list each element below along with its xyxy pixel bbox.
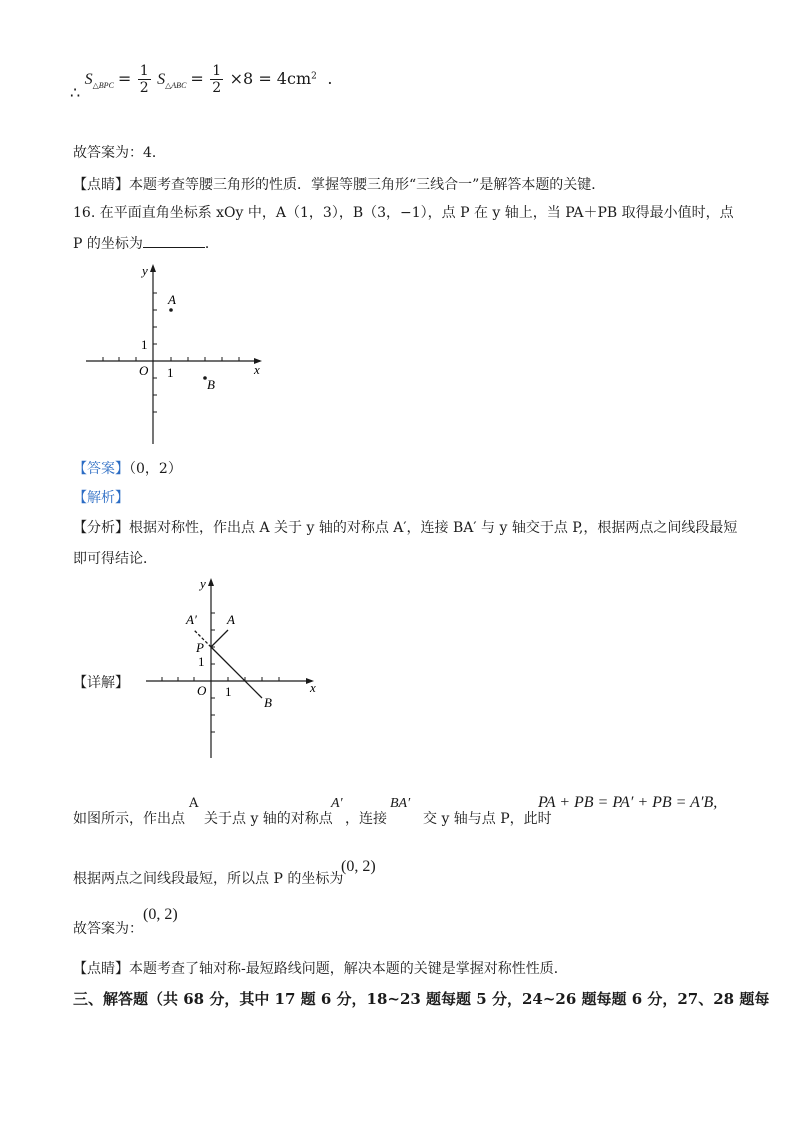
detail-line1: 如图所示，作出点 A 关于点 y 轴的对称点 A′ ，连接 BA′ 交 y 轴与点 P，此时 PA + PB = PA′ + PB = A′B, <box>73 794 718 827</box>
analysis-line2: 即可得结论． <box>73 551 157 567</box>
formula-sum: PA + PB = PA′ + PB = A′B, <box>538 794 718 811</box>
label-p: P <box>196 640 204 655</box>
label-origin: O <box>139 363 149 378</box>
coordinate-result: (0, 2) <box>341 858 376 875</box>
label-a: A <box>227 612 235 627</box>
prev-comment: 【点睛】本题考查等腰三角形的性质．掌握等腰三角形“三线合一”是解答本题的关键． <box>73 177 606 193</box>
times-eight: ×8 = 4cm <box>229 69 312 88</box>
label-y: y <box>142 263 148 278</box>
detail-tag: 【详解】 <box>73 675 129 691</box>
squared-exponent: 2 <box>311 71 317 82</box>
fraction-half-1: $\frac{1}{2}$ <box>139 63 149 96</box>
answer-line <box>73 458 182 478</box>
segment-pb <box>211 647 262 698</box>
final-comment: 【点睛】本题考查了轴对称-最短路线问题，解决本题的关键是掌握对称性性质． <box>73 961 568 977</box>
prev-formula: ∴ $S_{\triangle BPC}$ = $\frac{1}{2}$ $S_{\triangle ABC}$ = $\frac{1}{2}$ $\times 8 = 4cm^2$ . <box>70 63 333 102</box>
prev-answer: 故答案为：4． <box>73 145 166 161</box>
y-axis-arrow <box>150 264 156 272</box>
point-a-label: A <box>189 796 199 811</box>
fraction-half-2: $\frac{1}{2}$ <box>212 63 222 96</box>
therefore-symbol: ∴ <box>70 85 81 102</box>
label-x: x <box>310 680 316 695</box>
label-one-x: 1 <box>225 684 232 699</box>
area-abc: $S_{\triangle ABC}$ <box>157 71 187 91</box>
label-origin: O <box>197 683 207 698</box>
a-prime-label: A′ <box>331 796 343 811</box>
label-b: B <box>207 377 215 392</box>
coordinate-graph-1 <box>80 258 280 448</box>
coordinate-graph-2 <box>140 572 330 762</box>
analysis-line1: 【分析】根据对称性，作出点 A 关于 y 轴的对称点 A′，连接 BA′ 与 y 轴交于点 P,，根据两点之间线段最短 <box>73 520 738 536</box>
label-a: A <box>168 292 176 307</box>
label-a-prime: A′ <box>186 612 197 627</box>
point-a <box>169 308 173 312</box>
label-y: y <box>200 576 206 591</box>
label-one-y: 1 <box>198 654 205 669</box>
answer-coordinate: (0, 2) <box>143 906 178 923</box>
area-bpc: $S_{\triangle BPC}$ <box>84 71 114 91</box>
question-16-line2: P 的坐标为 ． <box>73 236 219 252</box>
answer-tag: 【答案】 <box>73 461 129 477</box>
label-b: B <box>264 695 272 710</box>
segment-pa <box>211 630 228 647</box>
answer-value: （0，2） <box>129 461 182 477</box>
y-axis-arrow <box>208 578 214 586</box>
label-one-x: 1 <box>167 365 174 380</box>
question-16-line1: 16. 在平面直角坐标系 xOy 中，A（1，3），B（3，−1），点 P 在 y 轴上，当 PA＋PB 取得最小值时，点 <box>73 205 734 221</box>
label-one-y: 1 <box>141 337 148 352</box>
answer-blank <box>143 235 205 248</box>
label-x: x <box>254 362 260 377</box>
analysis-tag: 【解析】 <box>73 490 129 506</box>
ba-prime-label: BA′ <box>390 796 411 811</box>
section-3-heading: 三、解答题（共 68 分，其中 17 题 6 分，18~23 题每题 5 分，24~26 题每题 6 分，27、28 题每 <box>73 990 770 1008</box>
